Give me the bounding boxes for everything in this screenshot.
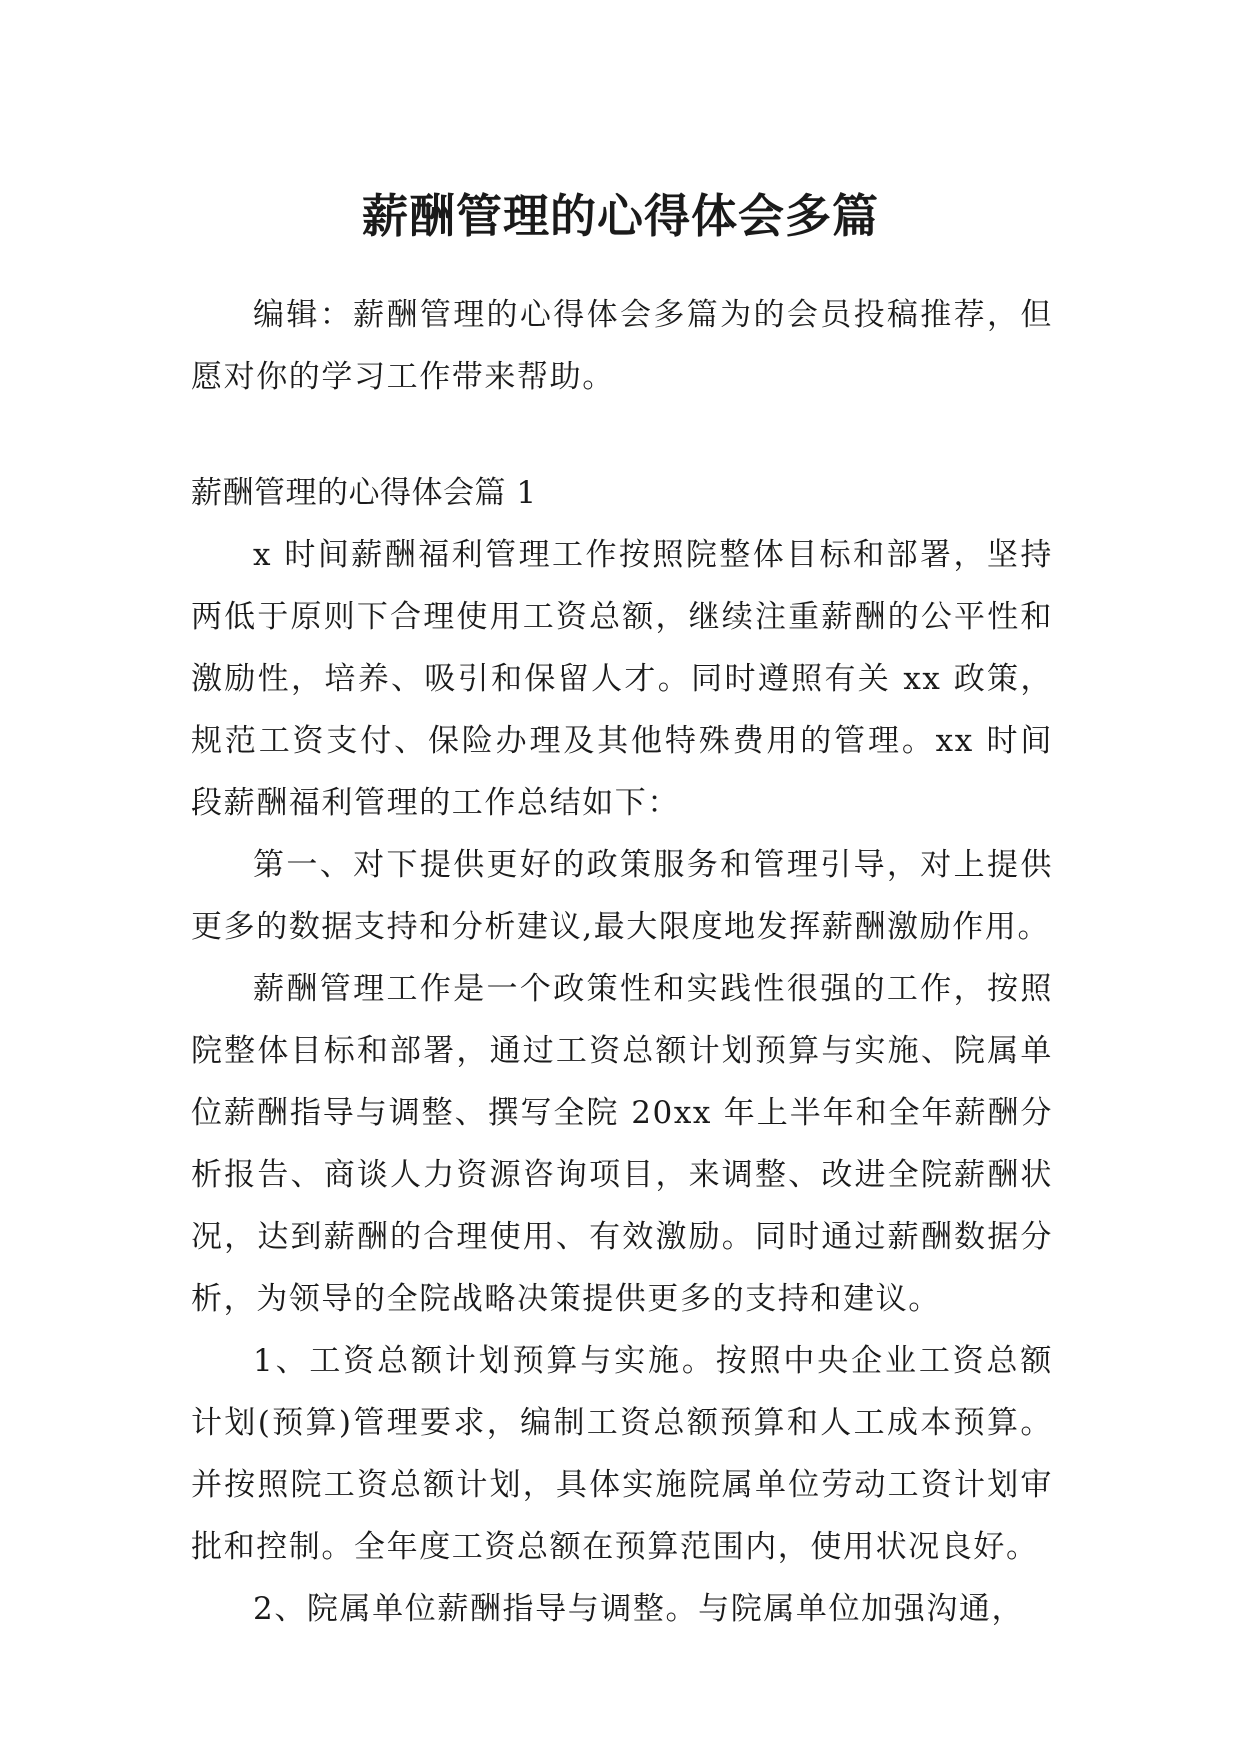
body-paragraph: 第一、对下提供更好的政策服务和管理引导，对上提供更多的数据支持和分析建议,最大限度地发挥薪酬激励作用。 xyxy=(191,847,1053,945)
body-paragraph: 薪酬管理工作是一个政策性和实践性很强的工作，按照院整体目标和部署，通过工资总额计划预算与实施、院属单位薪酬指导与调整、撰写全院 20xx 年上半年和全年薪酬分析报告、商谈人力资源咨询项目，来调整、改进全院薪酬状况，达到薪酬的合理使用、有效激励。同时通过薪酬数据分析，为领导的全院战略决策提供更多的支持和建议。 xyxy=(191,971,1053,1317)
intro-paragraph: 编辑：薪酬管理的心得体会多篇为的会员投稿推荐，但愿对你的学习工作带来帮助。 xyxy=(191,297,1053,395)
section-1 xyxy=(191,462,1053,1640)
document-title: 薪酬管理的心得体会多篇 xyxy=(362,188,879,243)
body-paragraph: 1、工资总额计划预算与实施。按照中央企业工资总额计划(预算)管理要求，编制工资总额预算和人工成本预算。并按照院工资总额计划，具体实施院属单位劳动工资计划审批和控制。全年度工资总额在预算范围内，使用状况良好。 xyxy=(191,1343,1053,1565)
body-paragraph: 2、院属单位薪酬指导与调整。与院属单位加强沟通， xyxy=(253,1591,1025,1627)
intro-block xyxy=(191,284,1053,408)
body-paragraph: x 时间薪酬福利管理工作按照院整体目标和部署，坚持两低于原则下合理使用工资总额，继续注重薪酬的公平性和激励性，培养、吸引和保留人才。同时遵照有关 xx 政策，规范工资支付、保险办理及其他特殊费用的管理。xx 时间段薪酬福利管理的工作总结如下： xyxy=(191,537,1053,821)
section-heading: 薪酬管理的心得体会篇 1 xyxy=(191,475,537,511)
